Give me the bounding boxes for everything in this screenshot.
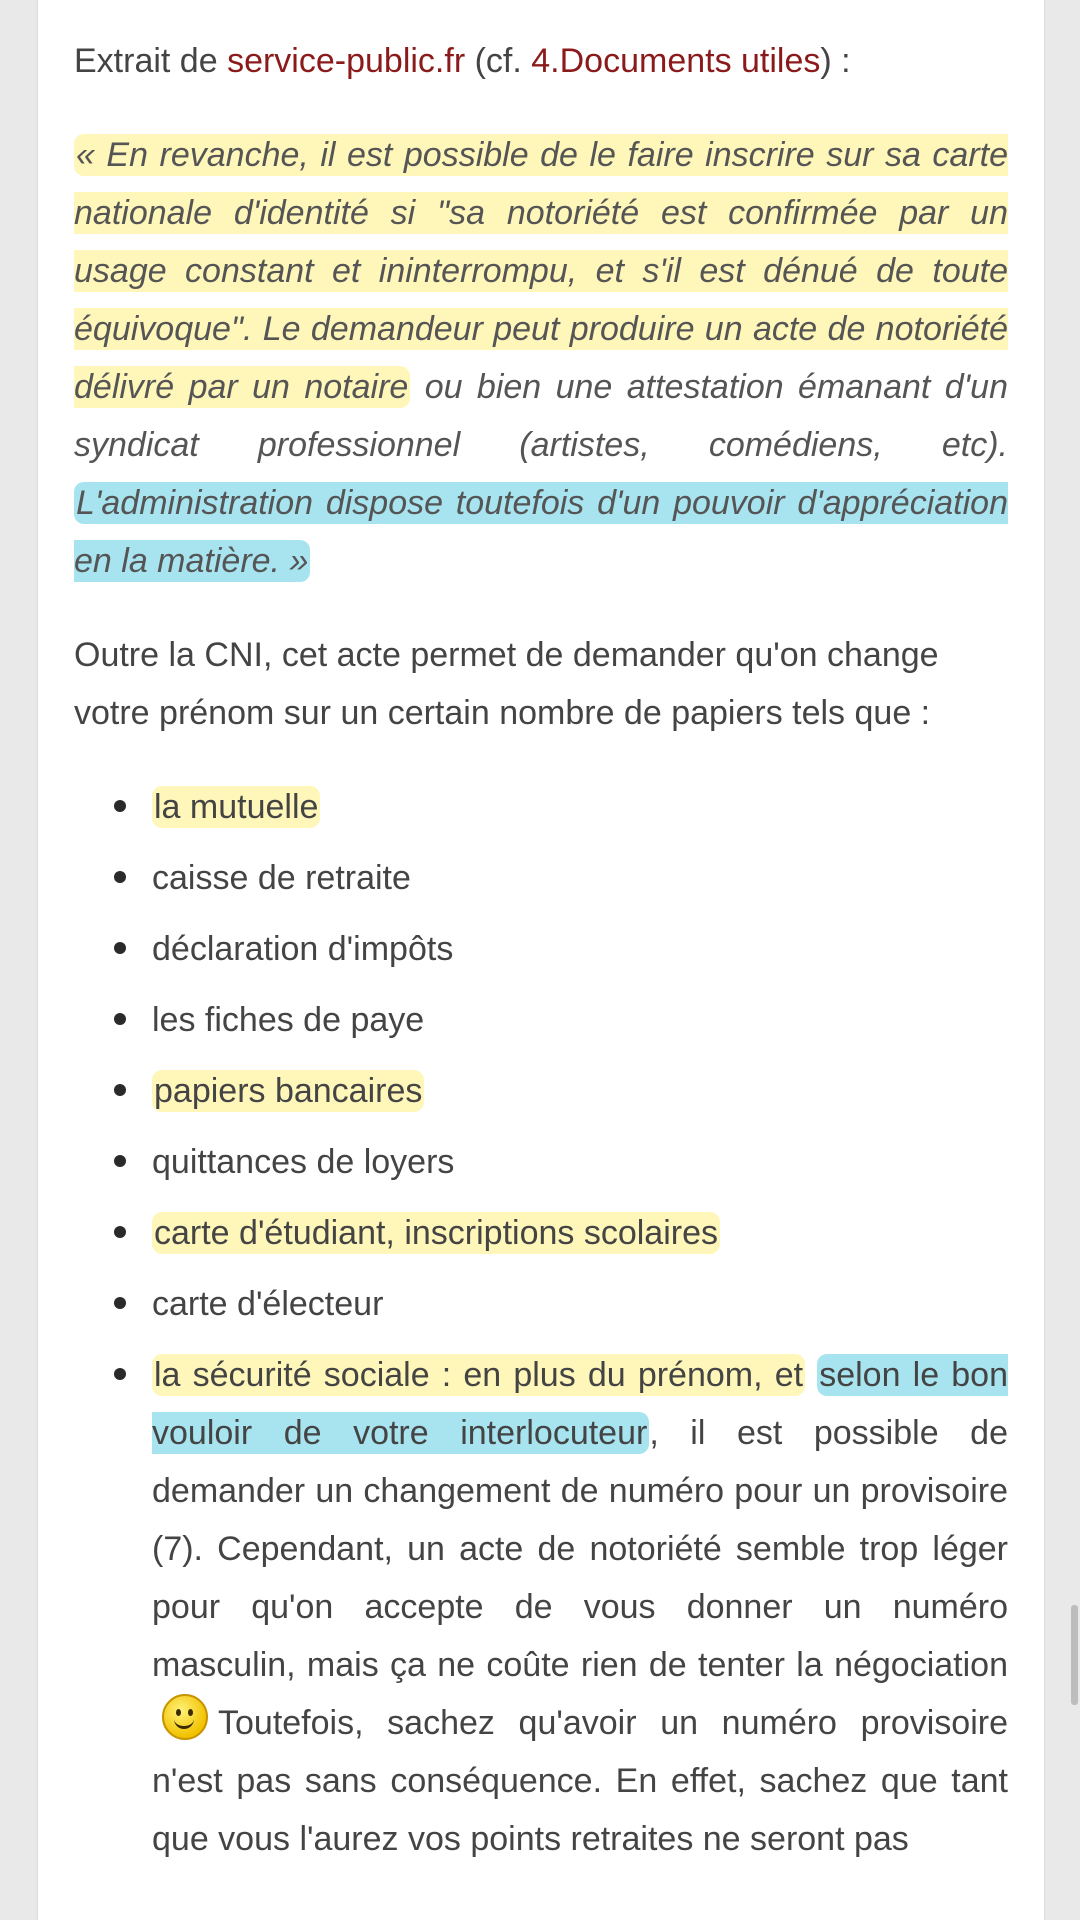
article-content — [74, 0, 1008, 1881]
list-item — [74, 920, 1008, 978]
list-item-label: les fiches de paye — [152, 1001, 425, 1039]
smiley-icon — [162, 1694, 208, 1740]
service-public-link[interactable]: service-public.fr — [227, 42, 466, 80]
item9-highlight-yellow: la sécurité sociale : en plus du prénom, et — [154, 1356, 804, 1394]
quote-highlight-blue: L'administration dispose toutefois d'un pouvoir d'appréciation en la matière. » — [74, 484, 1008, 580]
list-item-label: quittances de loyers — [152, 1143, 455, 1181]
document-list — [74, 778, 1008, 1868]
list-item-label: carte d'étudiant, inscriptions scolaires — [154, 1214, 718, 1252]
quote-plain: ou bien une attestation émanant d'un syndicat professionnel (artistes, comédiens, etc). — [74, 368, 1008, 464]
list-item-label: déclaration d'impôts — [152, 930, 454, 968]
intro-suffix: ) : — [820, 42, 851, 80]
intro-prefix: Extrait de — [74, 42, 228, 80]
list-item-label: papiers bancaires — [154, 1072, 423, 1110]
scrollbar-thumb[interactable] — [1071, 1605, 1078, 1705]
list-item — [74, 1062, 1008, 1120]
article-page — [38, 0, 1044, 1920]
item9-highlight-blue: selon le bon vouloir de votre interlocuteur — [152, 1356, 1008, 1452]
list-item — [74, 1133, 1008, 1191]
list-item — [74, 1275, 1008, 1333]
item9-text-a: , il est possible de demander un changement de numéro pour un provisoire (7). Cependant, un acte de notoriété semble trop léger pour qu'on accepte de vous donner un numéro masculin, mais ça ne coûte rien de tenter la négociation — [152, 1414, 1008, 1684]
list-item — [74, 778, 1008, 836]
list-item — [74, 1204, 1008, 1262]
item9-text-b: Toutefois, sachez qu'avoir un numéro provisoire n'est pas sans conséquence. En effet, sachez que tant que vous l'aurez vos points retraites ne seront pas — [152, 1704, 1008, 1858]
list-item-label: carte d'électeur — [152, 1285, 384, 1323]
quote-highlight-yellow: « En revanche, il est possible de le faire inscrire sur sa carte nationale d'identité si "sa notoriété est confirmée par un usage constant et ininterrompu, et s'il est dénué de toute équivoque". Le demandeur peut produire un acte de notoriété délivré par un notaire — [74, 136, 1008, 406]
list-item — [74, 991, 1008, 1049]
list-item-securite-sociale — [74, 1346, 1008, 1868]
quote-block — [74, 126, 1008, 590]
body-paragraph: Outre la CNI, cet acte permet de demander qu'on change votre prénom sur un certain nombre de papiers tels que : — [74, 636, 939, 732]
list-item-label: caisse de retraite — [152, 859, 411, 897]
list-item-label: la mutuelle — [154, 788, 319, 826]
list-item — [74, 849, 1008, 907]
intro-middle: (cf. — [465, 42, 532, 80]
intro-line — [74, 32, 1008, 90]
documents-utiles-link[interactable]: 4.Documents utiles — [531, 42, 821, 80]
